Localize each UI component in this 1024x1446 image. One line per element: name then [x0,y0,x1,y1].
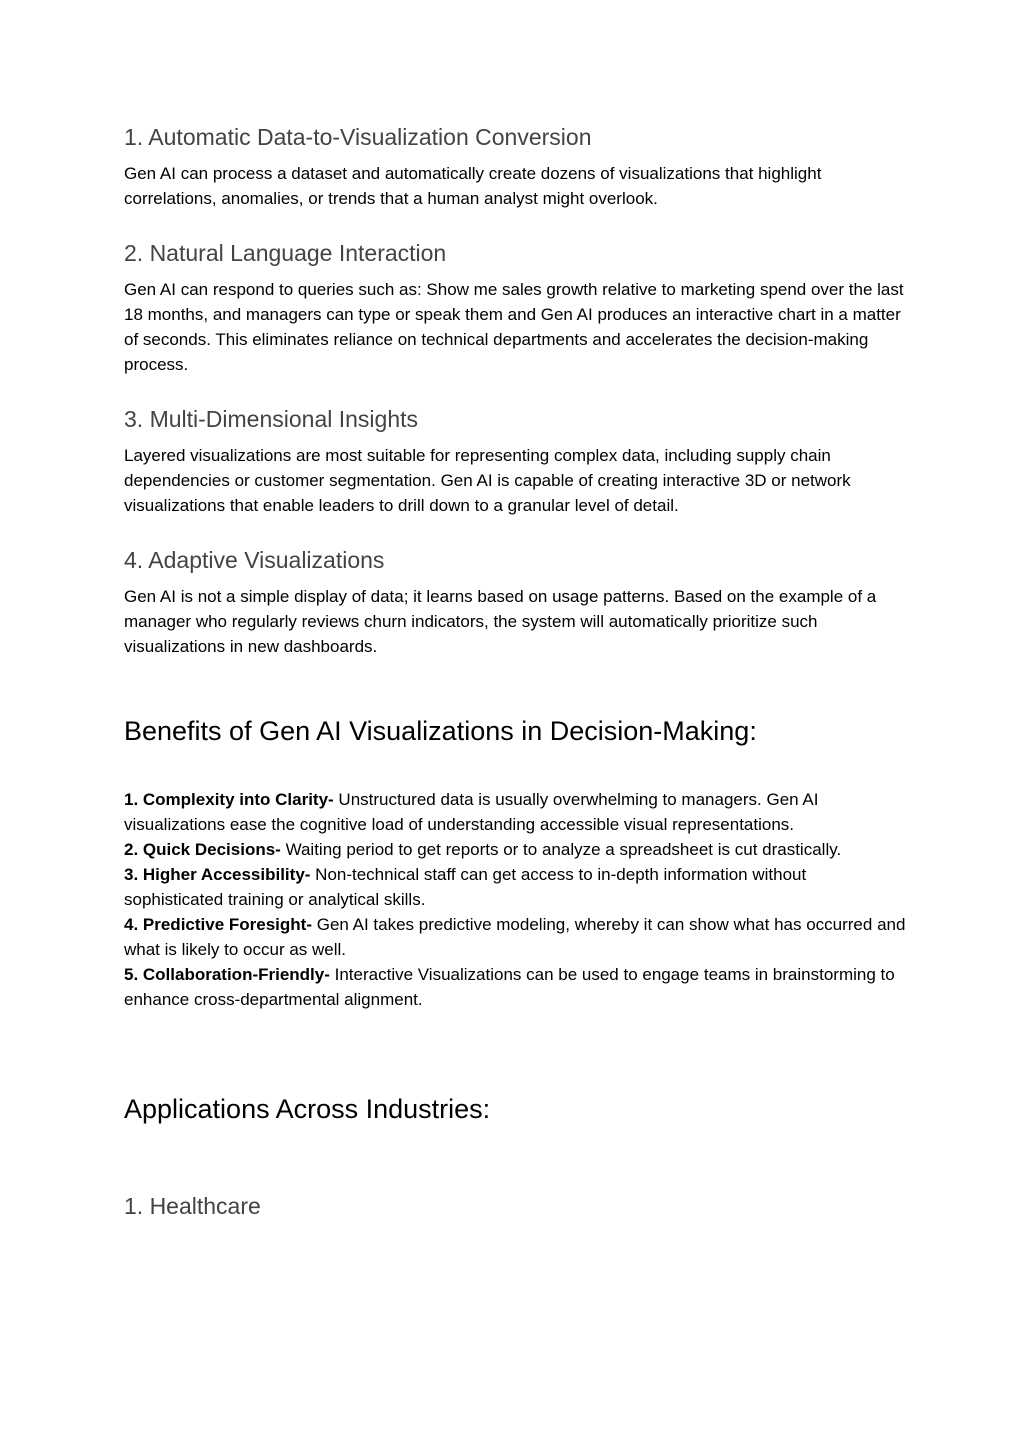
section-body-natural-language: Gen AI can respond to queries such as: Show me sales growth relative to marketing spend over the last 18 months, and managers can type or speak them and Gen AI produces an interactive chart in a matter of seconds. This eliminates reliance on technical departments and accelerates the decision-making process. [124,280,904,374]
section-body-adaptive: Gen AI is not a simple display of data; it learns based on usage patterns. Based on the example of a manager who regularly reviews churn indicators, the system will automatically prioritize such visualizations in new dashboards. [124,587,877,656]
benefit-text: Interactive Visualizations can be used to engage teams in brainstorming to enhance cross-departmental alignment. [124,965,895,1009]
section-heading-natural-language: 2. Natural Language Interaction [124,240,447,266]
benefit-label: 4. Predictive Foresight- [124,915,312,934]
benefit-text: Gen AI takes predictive modeling, whereby it can show what has occurred and what is likely to occur as well. [124,915,906,959]
benefit-label: 1. Complexity into Clarity- [124,790,334,809]
benefit-text: Non-technical staff can get access to in-depth information without sophisticated training or analytical skills. [124,865,807,909]
benefit-item [124,837,909,862]
benefits-list [124,787,909,1012]
benefit-text: Waiting period to get reports or to analyze a spreadsheet is cut drastically. [280,840,842,859]
benefit-text: Unstructured data is usually overwhelming to managers. Gen AI visualizations ease the cognitive load of understanding accessible visual representations. [124,790,819,834]
benefit-label: 3. Higher Accessibility- [124,865,311,884]
benefits-heading: Benefits of Gen AI Visualizations in Decision-Making: [124,716,757,746]
applications-subheading-healthcare: 1. Healthcare [124,1193,261,1219]
benefit-label: 5. Collaboration-Friendly- [124,965,330,984]
benefit-label: 2. Quick Decisions- [124,840,281,859]
benefit-item [124,962,909,1012]
section-body-multi-dimensional: Layered visualizations are most suitable for representing complex data, including supply chain dependencies or customer segmentation. Gen AI is capable of creating interactive 3D or network visualizations that enable leaders to drill down to a granular level of detail. [124,446,851,515]
benefit-item [124,912,909,962]
section-heading-automatic-conversion: 1. Automatic Data-to-Visualization Conversion [124,124,592,150]
section-body-automatic-conversion: Gen AI can process a dataset and automatically create dozens of visualizations that highlight correlations, anomalies, or trends that a human analyst might overlook. [124,164,822,208]
section-heading-multi-dimensional: 3. Multi-Dimensional Insights [124,406,419,432]
applications-heading: Applications Across Industries: [124,1094,491,1124]
benefit-item [124,862,909,912]
benefit-item [124,787,909,837]
section-heading-adaptive: 4. Adaptive Visualizations [124,547,385,573]
